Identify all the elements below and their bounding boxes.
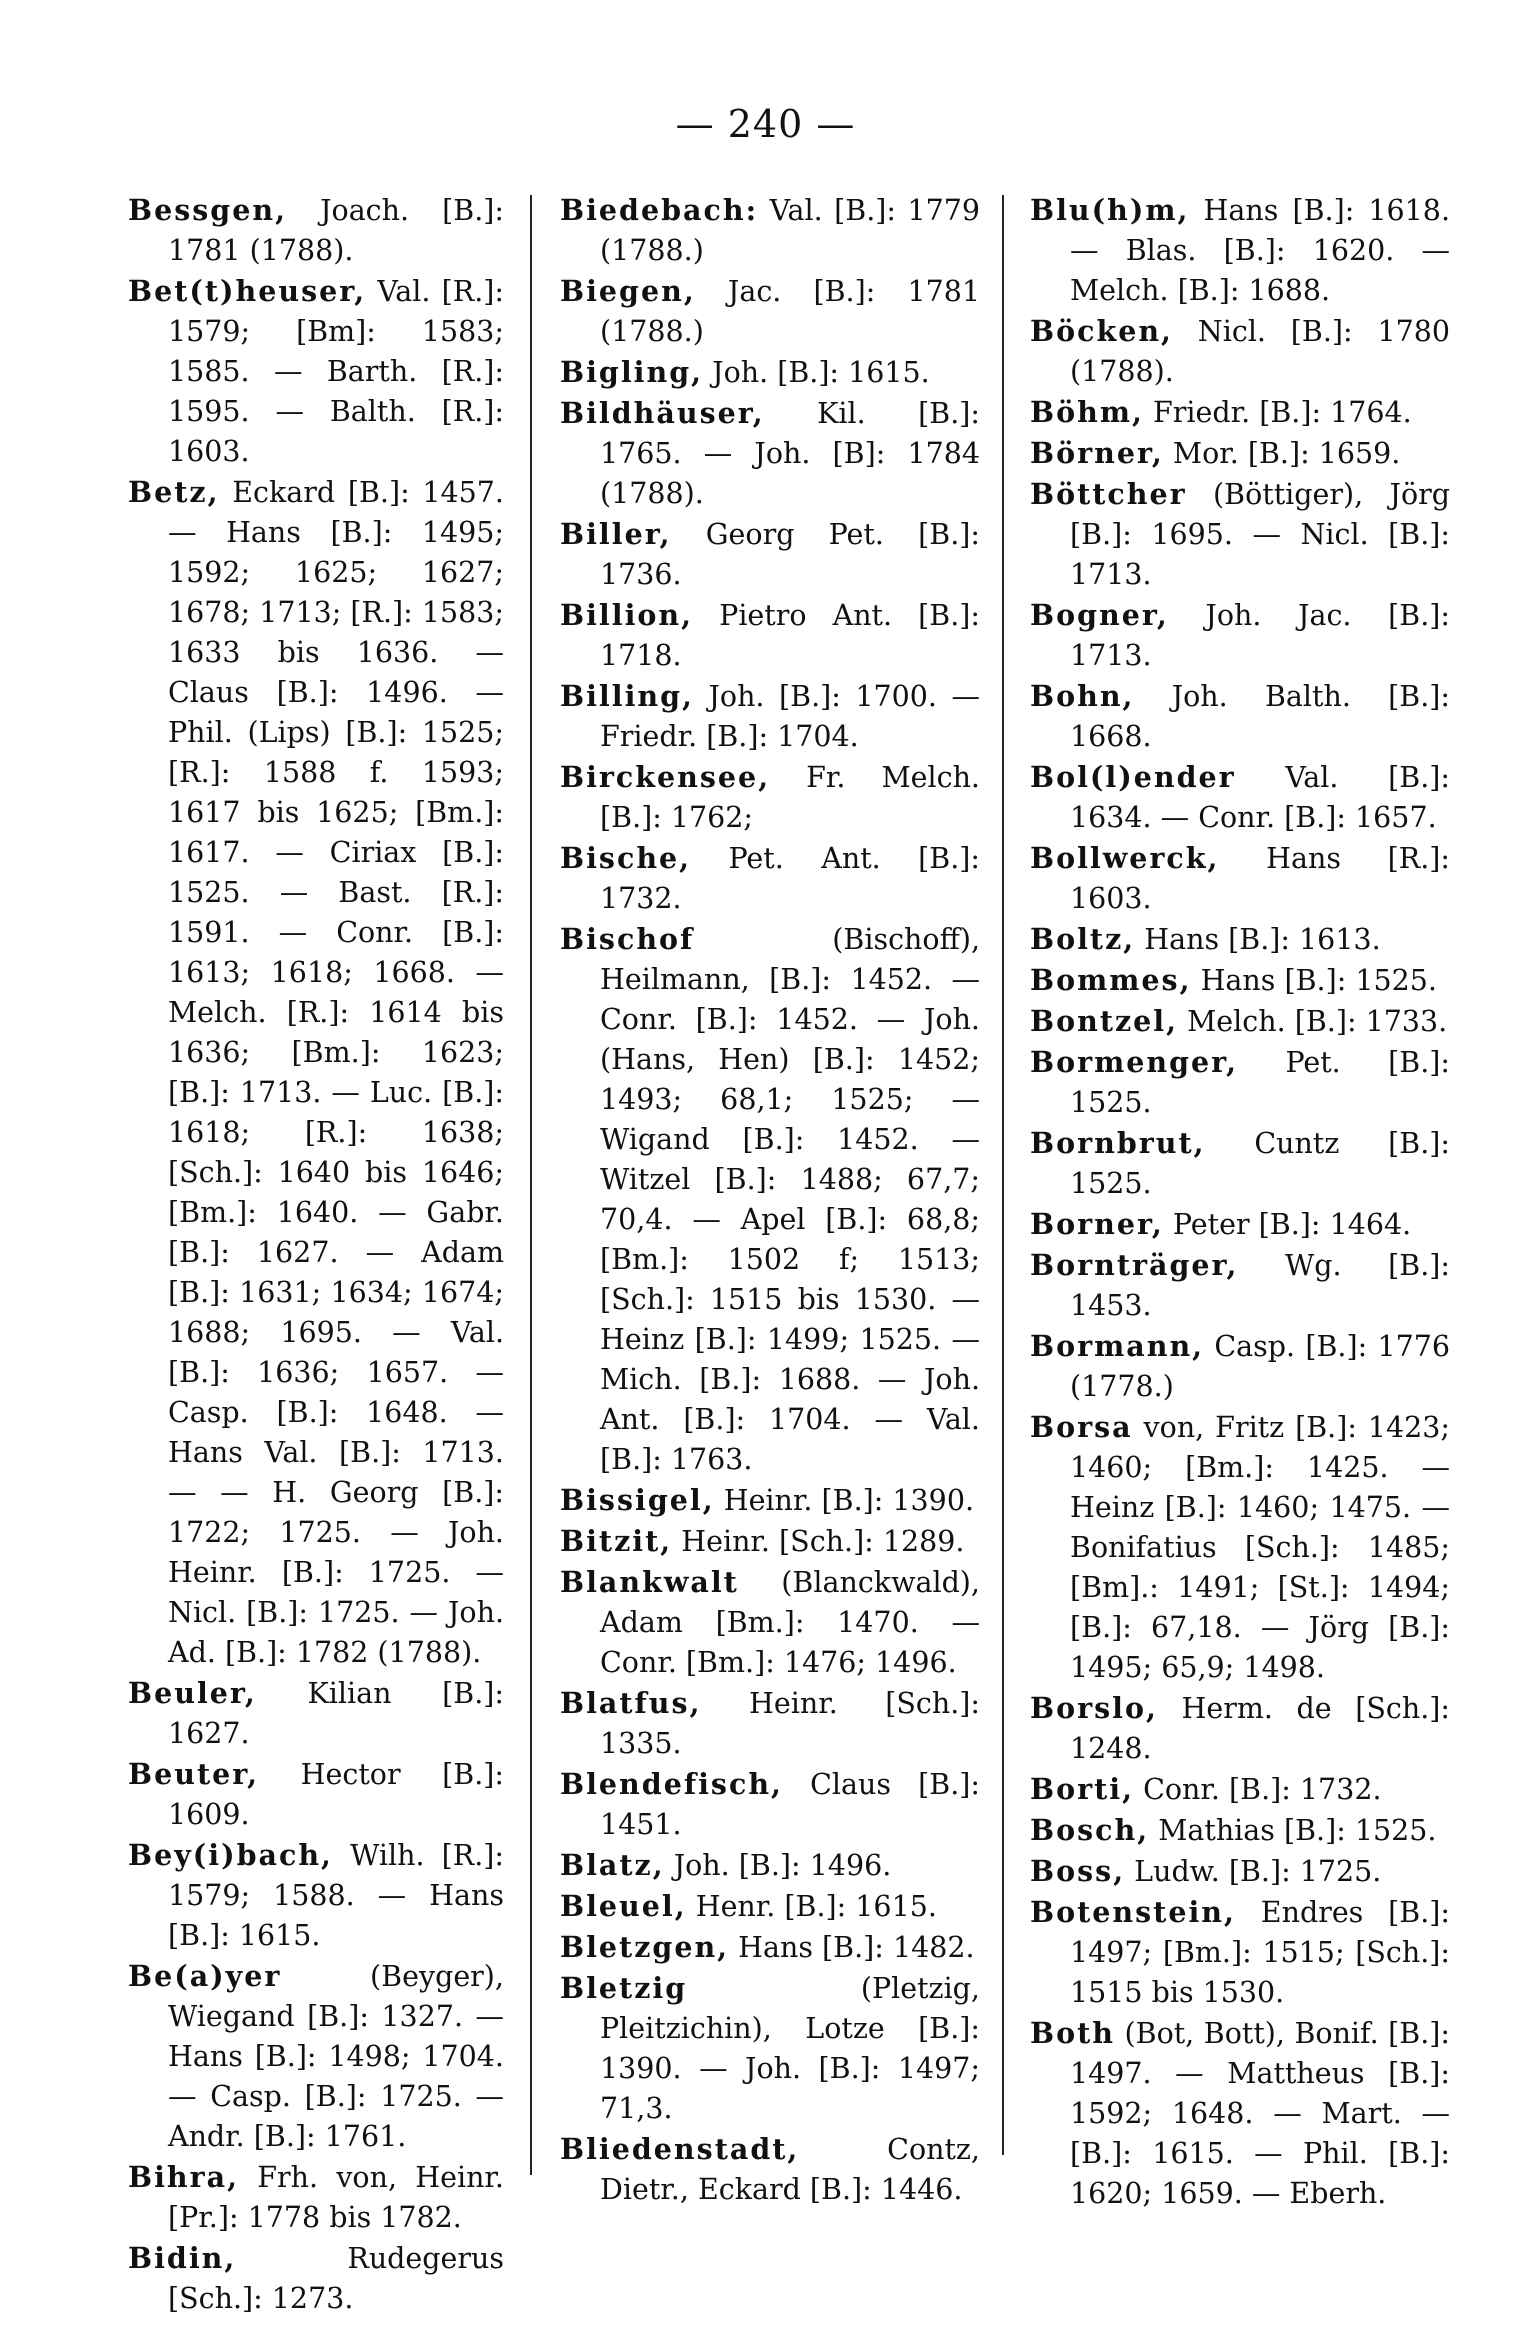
entry-headword: Betz, — [128, 475, 220, 509]
index-entry — [1030, 838, 1450, 919]
entry-headword: Bommes, — [1030, 963, 1192, 997]
entry-headword: Bische, — [560, 841, 692, 875]
entry-text: Nicl. [B.]: 1780 (1788). — [1070, 315, 1450, 388]
column-divider-left — [530, 195, 532, 2175]
index-entry — [128, 1835, 504, 1956]
index-entry — [128, 2238, 504, 2319]
index-entry — [1030, 1892, 1450, 2013]
index-entry — [560, 1968, 980, 2129]
entry-text: Joh. [B.]: 1496. — [664, 1849, 892, 1882]
column-right — [1030, 190, 1450, 2214]
index-entry — [1030, 392, 1450, 433]
entry-headword: Biller, — [560, 517, 672, 551]
entry-text: Frh. von, Heinr. [Pr.]: 1778 bis 1782. — [168, 2161, 504, 2234]
entry-text: Pietro Ant. [B.]: 1718. — [600, 599, 980, 672]
index-entry — [1030, 757, 1450, 838]
index-entry — [1030, 1407, 1450, 1688]
entry-headword: Bigling, — [560, 355, 704, 389]
entry-headword: Bletzgen, — [560, 1930, 730, 1964]
entry-text: Contz, Dietr., Eckard [B.]: 1446. — [600, 2133, 980, 2206]
entry-headword: Borslo, — [1030, 1691, 1158, 1725]
entry-headword: Blendefisch, — [560, 1767, 783, 1801]
entry-headword: Bohn, — [1030, 679, 1135, 713]
index-entry — [560, 352, 980, 393]
index-entry — [560, 1845, 980, 1886]
entry-text: Joh. Balth. [B.]: 1668. — [1070, 680, 1450, 753]
index-entry — [560, 1480, 980, 1521]
entry-headword: Billing, — [560, 679, 694, 713]
index-entry — [128, 472, 504, 1673]
entry-headword: Borner, — [1030, 1207, 1164, 1241]
entry-headword: Bletzig — [560, 1971, 688, 2005]
entry-headword: Bissigel, — [560, 1483, 715, 1517]
entry-text: (Böttiger), Jörg [B.]: 1695. — Nicl. [B.]: 1713. — [1070, 478, 1450, 591]
entry-text: Val. [B.]: 1634. — Conr. [B.]: 1657. — [1070, 761, 1450, 834]
index-entry — [560, 1683, 980, 1764]
entry-text: (Bot, Bott), Bonif. [B.]: 1497. — Mattheus [B.]: 1592; 1648. — Mart. — [B.]: 1615. — Phil. [B.]: 1620; 1659. — Eberh. — [1070, 2017, 1450, 2210]
entry-headword: Bidin, — [128, 2241, 237, 2275]
entry-text: Kilian [B.]: 1627. — [168, 1677, 504, 1750]
entry-headword: Blatz, — [560, 1848, 665, 1882]
entry-text: Melch. [B.]: 1733. — [1178, 1005, 1448, 1038]
entry-headword: Bogner, — [1030, 598, 1169, 632]
entry-headword: Birckensee, — [560, 760, 771, 794]
index-entry — [560, 919, 980, 1480]
entry-headword: Börner, — [1030, 436, 1164, 470]
entry-text: Eckard [B.]: 1457. — Hans [B.]: 1495; 1592; 1625; 1627; 1678; 1713; [R.]: 1583; 1633 bis 1636. — Claus [B.]: 1496. — Phil. (Lips) [B.]: 1525; [R.]: 1588 f. 1593; 1617 bis 1625; [Bm.]: 1617. — Ciriax [B.]: 1525. — Bast. [R.]: 1591. — Conr. [B.]: 1613; 1618; 1668. — Melch. [R.]: 1614 bis 1636; [Bm.]: 1623; [B.]: 1713. — Luc. [B.]: 1618; [R.]: 1638; [Sch.]: 1640 bis 1646; [Bm.]: 1640. — Gabr. [B.]: 1627. — Adam [B.]: 1631; 1634; 1674; 1688; 1695. — Val. [B.]: 1636; 1657. — Casp. [B.]: 1648. — Hans Val. [B.]: 1713. — — H. Georg [B.]: 1722; 1725. — Joh. Heinr. [B.]: 1725. — Nicl. [B.]: 1725. — Joh. Ad. [B.]: 1782 (1788). — [168, 476, 504, 1669]
entry-headword: Bliedenstadt, — [560, 2132, 800, 2166]
index-entry — [1030, 1326, 1450, 1407]
index-entry — [1030, 1001, 1450, 1042]
entry-text: Herm. de [Sch.]: 1248. — [1070, 1692, 1450, 1765]
column-middle — [560, 190, 980, 2210]
index-entry — [1030, 960, 1450, 1001]
entry-text: Heinr. [Sch.]: 1335. — [600, 1687, 980, 1760]
index-entry — [1030, 433, 1450, 474]
entry-text: Claus [B.]: 1451. — [600, 1768, 980, 1841]
entry-text: Georg Pet. [B.]: 1736. — [600, 518, 980, 591]
entry-headword: Bildhäuser, — [560, 396, 765, 430]
entry-text: Val. [B.]: 1779 (1788.) — [600, 194, 980, 267]
entry-headword: Bol(l)ender — [1030, 760, 1236, 794]
entry-headword: Bleuel, — [560, 1889, 687, 1923]
entry-text: Joh. [B.]: 1615. — [703, 356, 930, 389]
entry-headword: Borti, — [1030, 1772, 1135, 1806]
entry-text: (Beyger), Wiegand [B.]: 1327. — Hans [B.]: 1498; 1704. — Casp. [B.]: 1725. — Andr. [B.]: 1761. — [168, 1960, 504, 2153]
entry-text: Joh. [B.]: 1700. — Friedr. [B.]: 1704. — [600, 680, 980, 753]
entry-headword: Boltz, — [1030, 922, 1136, 956]
entry-text: Rudegerus [Sch.]: 1273. — [168, 2242, 504, 2315]
index-entry — [560, 393, 980, 514]
index-entry — [1030, 1810, 1450, 1851]
entry-text: (Blanckwald), Adam [Bm.]: 1470. — Conr. [Bm.]: 1476; 1496. — [600, 1566, 980, 1679]
entry-headword: Bey(i)bach, — [128, 1838, 333, 1872]
index-entry — [1030, 2013, 1450, 2214]
entry-text: Heinr. [B.]: 1390. — [714, 1484, 975, 1517]
index-entry — [1030, 1245, 1450, 1326]
index-entry — [1030, 1204, 1450, 1245]
entry-headword: Bornträger, — [1030, 1248, 1239, 1282]
entry-headword: Beuter, — [128, 1757, 260, 1791]
index-entry — [560, 2129, 980, 2210]
entry-headword: Bosch, — [1030, 1813, 1150, 1847]
entry-text: Hans [B.]: 1525. — [1191, 964, 1437, 997]
entry-headword: Bihra, — [128, 2160, 240, 2194]
column-left — [128, 190, 504, 2319]
index-entry — [128, 190, 504, 271]
index-entry — [560, 190, 980, 271]
entry-headword: Both — [1030, 2016, 1115, 2050]
entry-headword: Beuler, — [128, 1676, 257, 1710]
index-entry — [1030, 595, 1450, 676]
index-entry — [1030, 1688, 1450, 1769]
entry-headword: Bollwerck, — [1030, 841, 1220, 875]
entry-headword: Borsa — [1030, 1410, 1133, 1444]
index-entry — [560, 1764, 980, 1845]
index-entry — [560, 271, 980, 352]
index-entry — [128, 2157, 504, 2238]
entry-text: Cuntz [B.]: 1525. — [1070, 1127, 1450, 1200]
index-entry — [1030, 676, 1450, 757]
entry-headword: Blu(h)m, — [1030, 193, 1190, 227]
entry-text: Hans [B.]: 1618. — Blas. [B.]: 1620. — Melch. [B.]: 1688. — [1070, 194, 1450, 307]
index-entry — [128, 271, 504, 472]
entry-text: von, Fritz [B.]: 1423; 1460; [Bm.]: 1425. — Heinz [B.]: 1460; 1475. — Bonifatius [Sch.]: 1485; [Bm].: 1491; [St.]: 1494; [B.]: 67,18. — Jörg [B.]: 1495; 65,9; 1498. — [1070, 1411, 1450, 1684]
entry-text: Val. [R.]: 1579; [Bm]: 1583; 1585. — Barth. [R.]: 1595. — Balth. [R.]: 1603. — [168, 275, 504, 468]
entry-headword: Boss, — [1030, 1854, 1126, 1888]
entry-text: Mathias [B.]: 1525. — [1149, 1814, 1437, 1847]
entry-headword: Bessgen, — [128, 193, 288, 227]
entry-text: (Pletzig, Pleitzichin), Lotze [B.]: 1390. — Joh. [B.]: 1497; 71,3. — [600, 1972, 980, 2125]
entry-headword: Bornbrut, — [1030, 1126, 1206, 1160]
index-entry — [128, 1956, 504, 2157]
index-entry — [1030, 474, 1450, 595]
entry-headword: Bormenger, — [1030, 1045, 1239, 1079]
entry-text: Joh. Jac. [B.]: 1713. — [1070, 599, 1450, 672]
entry-headword: Böcken, — [1030, 314, 1173, 348]
entry-headword: Botenstein, — [1030, 1895, 1236, 1929]
index-entry — [560, 838, 980, 919]
entry-text: (Bischoff), Heilmann, [B.]: 1452. — Conr. [B.]: 1452. — Joh. (Hans, Hen) [B.]: 1452; 1493; 68,1; 1525; — Wigand [B.]: 1452. — Witzel [B.]: 1488; 67,7; 70,4. — Apel [B.]: 68,8; [Bm.]: 1502 f; 1513; [Sch.]: 1515 bis 1530. — Heinz [B.]: 1499; 1525. — Mich. [B.]: 1688. — Joh. Ant. [B.]: 1704. — Val. [B.]: 1763. — [600, 923, 980, 1476]
index-entry — [560, 1521, 980, 1562]
entry-text: Mor. [B.]: 1659. — [1163, 437, 1401, 470]
entry-text: Ludw. [B.]: 1725. — [1125, 1855, 1382, 1888]
entry-headword: Biedebach: — [560, 193, 759, 227]
index-entry — [560, 676, 980, 757]
entry-text: Fr. Melch. [B.]: 1762; — [600, 761, 980, 834]
index-entry — [1030, 1851, 1450, 1892]
column-divider-right — [1002, 195, 1004, 2155]
index-entry — [560, 1886, 980, 1927]
entry-headword: Bormann, — [1030, 1329, 1205, 1363]
entry-text: Hans [B.]: 1613. — [1135, 923, 1381, 956]
index-entry — [1030, 1123, 1450, 1204]
index-entry — [1030, 190, 1450, 311]
entry-headword: Bitzit, — [560, 1524, 673, 1558]
entry-text: Henr. [B.]: 1615. — [686, 1890, 937, 1923]
entry-text: Hector [B.]: 1609. — [168, 1758, 504, 1831]
index-entry — [1030, 311, 1450, 392]
entry-headword: Bontzel, — [1030, 1004, 1179, 1038]
entry-headword: Blatfus, — [560, 1686, 702, 1720]
entry-text: Joach. [B.]: 1781 (1788). — [168, 194, 504, 267]
entry-headword: Be(a)yer — [128, 1959, 282, 1993]
index-entry — [560, 1927, 980, 1968]
entry-text: Hans [B.]: 1482. — [729, 1931, 975, 1964]
entry-text: Wg. [B.]: 1453. — [1070, 1249, 1450, 1322]
entry-text: Casp. [B.]: 1776 (1778.) — [1070, 1330, 1450, 1403]
entry-headword: Blankwalt — [560, 1565, 739, 1599]
index-entry — [1030, 1042, 1450, 1123]
entry-text: Pet. Ant. [B.]: 1732. — [600, 842, 980, 915]
index-entry — [560, 514, 980, 595]
index-entry — [560, 757, 980, 838]
entry-text: Hans [R.]: 1603. — [1070, 842, 1450, 915]
entry-text: Friedr. [B.]: 1764. — [1143, 396, 1412, 429]
index-entry — [560, 1562, 980, 1683]
page-number: — 240 — — [675, 102, 856, 146]
entry-text: Pet. [B.]: 1525. — [1070, 1046, 1450, 1119]
entry-headword: Biegen, — [560, 274, 696, 308]
entry-text: Kil. [B.]: 1765. — Joh. [B]: 1784 (1788). — [600, 397, 980, 510]
entry-headword: Böttcher — [1030, 477, 1187, 511]
entry-headword: Bischof — [560, 922, 695, 956]
index-entry — [128, 1754, 504, 1835]
entry-text: Wilh. [R.]: 1579; 1588. — Hans [B.]: 1615. — [168, 1839, 504, 1952]
entry-text: Heinr. [Sch.]: 1289. — [672, 1525, 965, 1558]
index-entry — [1030, 1769, 1450, 1810]
entry-text: Peter [B.]: 1464. — [1163, 1208, 1412, 1241]
entry-text: Conr. [B.]: 1732. — [1134, 1773, 1382, 1806]
entry-headword: Bet(t)heuser, — [128, 274, 367, 308]
entry-headword: Böhm, — [1030, 395, 1144, 429]
index-entry — [128, 1673, 504, 1754]
entry-text: Jac. [B.]: 1781 (1788.) — [600, 275, 980, 348]
entry-headword: Billion, — [560, 598, 694, 632]
index-entry — [1030, 919, 1450, 960]
entry-text: Endres [B.]: 1497; [Bm.]: 1515; [Sch.]: 1515 bis 1530. — [1070, 1896, 1450, 2009]
index-entry — [560, 595, 980, 676]
